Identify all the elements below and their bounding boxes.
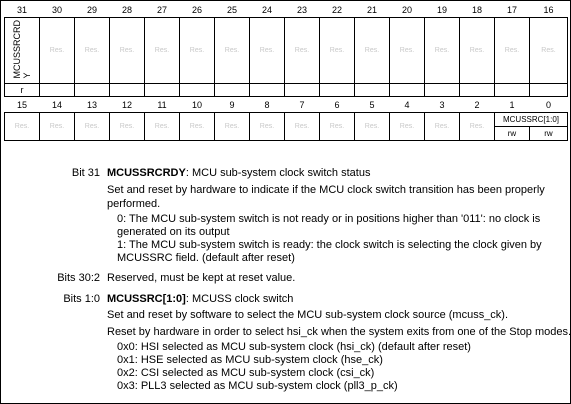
- bit-number: 6: [334, 100, 340, 110]
- bit-label-30-2: Bits 30:2: [57, 272, 100, 284]
- reserved-cell: Res.: [110, 18, 145, 84]
- bit-number: 26: [191, 5, 202, 15]
- lower-field-row: [5, 113, 568, 127]
- bit-number: 18: [471, 5, 482, 15]
- bit-number: 8: [264, 100, 270, 110]
- bit-number: 11: [157, 100, 167, 110]
- field-name-mcussrcrdy: MCUSSRCRD Y: [12, 20, 32, 79]
- reserved-cell: Res.: [5, 113, 40, 141]
- reserved-cell: Res.: [40, 18, 75, 84]
- value-line: MCUSSRC field. (default after reset): [117, 252, 295, 264]
- reserved-cell: Res.: [285, 18, 320, 84]
- bit-number: 23: [296, 5, 307, 15]
- reserved-cell: Res.: [320, 113, 355, 141]
- bit-number: 15: [16, 100, 27, 110]
- reserved-cell: Res.: [110, 113, 145, 141]
- field-title: : MCUSS clock switch: [185, 293, 294, 305]
- reserved-cell: Res.: [355, 113, 390, 141]
- upper-field-row: [5, 18, 568, 84]
- access-type: rw: [530, 127, 568, 141]
- bit-number: 17: [506, 5, 517, 15]
- bit-number: 24: [261, 5, 272, 15]
- bit-number: 19: [436, 5, 447, 15]
- reserved-cell: Res.: [75, 113, 110, 141]
- reserved-cell: Res.: [285, 113, 320, 141]
- value-line: 0x1: HSE selected as MCU sub-system clock (hse_ck): [117, 354, 383, 366]
- reserved-cell: Res.: [250, 18, 285, 84]
- field-mcussrcrdy: [5, 18, 40, 84]
- bit-number: 13: [86, 100, 97, 110]
- bit-number: 10: [191, 100, 202, 110]
- reserved-cell: Res.: [495, 18, 530, 84]
- field-name: MCUSSRCRDY: [107, 167, 186, 179]
- reserved-cell: Res.: [425, 18, 460, 84]
- bit-number: 20: [401, 5, 412, 15]
- reserved-cell: Res.: [215, 18, 250, 84]
- reserved-cell: Res.: [40, 113, 75, 141]
- reserved-cell: Res.: [390, 18, 425, 84]
- value-line: 0: The MCU sub-system switch is not ready or in positions higher than '011': no clock is: [117, 213, 541, 225]
- value-line: 0x0: HSI selected as MCU sub-system clock (hsi_ck) (default after reset): [117, 341, 471, 353]
- field-name: MCUSSRC[1:0]: [107, 293, 186, 305]
- field-heading-mcussrc: [107, 292, 293, 306]
- reserved-cell: Res.: [390, 113, 425, 141]
- bit-number: 30: [51, 5, 62, 15]
- reserved-cell: Res.: [215, 113, 250, 141]
- description-line: Set and reset by software to select the MCU sub-system clock source (mcuss_ck).: [107, 309, 509, 321]
- value-line: generated on its output: [117, 226, 230, 238]
- bit-number: 1: [509, 100, 515, 110]
- bit-number: 29: [86, 5, 97, 15]
- reserved-cell: Res.: [250, 113, 285, 141]
- description-line: performed.: [107, 198, 161, 210]
- bit-number: 12: [121, 100, 132, 110]
- bit-number: 22: [331, 5, 342, 15]
- reserved-cell: Res.: [75, 18, 110, 84]
- bit-number: 27: [156, 5, 167, 15]
- register-lower-table: [4, 98, 568, 141]
- bit-number: 14: [51, 100, 62, 110]
- bit-number: 21: [366, 5, 377, 15]
- bit-number: 4: [404, 100, 410, 110]
- reserved-cell: Res.: [180, 113, 215, 141]
- field-title: : MCU sub-system clock switch status: [185, 167, 371, 179]
- access-type: r: [5, 84, 40, 97]
- description-line: Reset by hardware in order to select hsi_ck when the system exits from one of the Stop modes.: [107, 326, 571, 338]
- bit-number: 25: [226, 5, 237, 15]
- reserved-cell: Res.: [425, 113, 460, 141]
- description-line: Set and reset by hardware to indicate if the MCU clock switch transition has been properly: [107, 184, 545, 196]
- reserved-cell: Res.: [530, 18, 568, 84]
- value-line: 1: The MCU sub-system switch is ready: the clock switch is selecting the clock given by: [117, 239, 542, 251]
- bit-number: 3: [439, 100, 445, 110]
- reserved-cell: Res.: [460, 18, 495, 84]
- register-upper-table: [4, 3, 568, 97]
- field-heading-mcussrcrdy: [107, 166, 370, 180]
- reserved-cell: Res.: [145, 18, 180, 84]
- bit-label-31: Bit 31: [71, 167, 100, 179]
- reserved-cell: Res.: [355, 18, 390, 84]
- upper-bit-number-row: [5, 3, 568, 18]
- bit-number: 7: [299, 100, 305, 110]
- reserved-cell: Res.: [145, 113, 180, 141]
- bit-number: 2: [474, 100, 480, 110]
- bit-number: 0: [545, 100, 551, 110]
- reserved-cell: Res.: [460, 113, 495, 141]
- bit-number: 5: [369, 100, 375, 110]
- lower-bit-number-row: [5, 98, 568, 113]
- access-type: rw: [495, 127, 530, 141]
- value-line: 0x3: PLL3 selected as MCU sub-system clock (pll3_p_ck): [117, 380, 398, 392]
- bit-number: 9: [229, 100, 235, 110]
- upper-access-row: [5, 84, 568, 97]
- bit-label-1-0: Bits 1:0: [63, 293, 100, 305]
- reserved-cell: Res.: [320, 18, 355, 84]
- bit-number: 31: [16, 5, 27, 15]
- reserved-description: Reserved, must be kept at reset value.: [107, 272, 296, 284]
- bit-number: 16: [543, 5, 554, 15]
- value-line: 0x2: CSI selected as MCU sub-system clock (csi_ck): [117, 367, 375, 379]
- field-name-mcussrc: MCUSSRC[1:0]: [495, 113, 568, 127]
- bit-number: 28: [121, 5, 132, 15]
- reserved-cell: Res.: [180, 18, 215, 84]
